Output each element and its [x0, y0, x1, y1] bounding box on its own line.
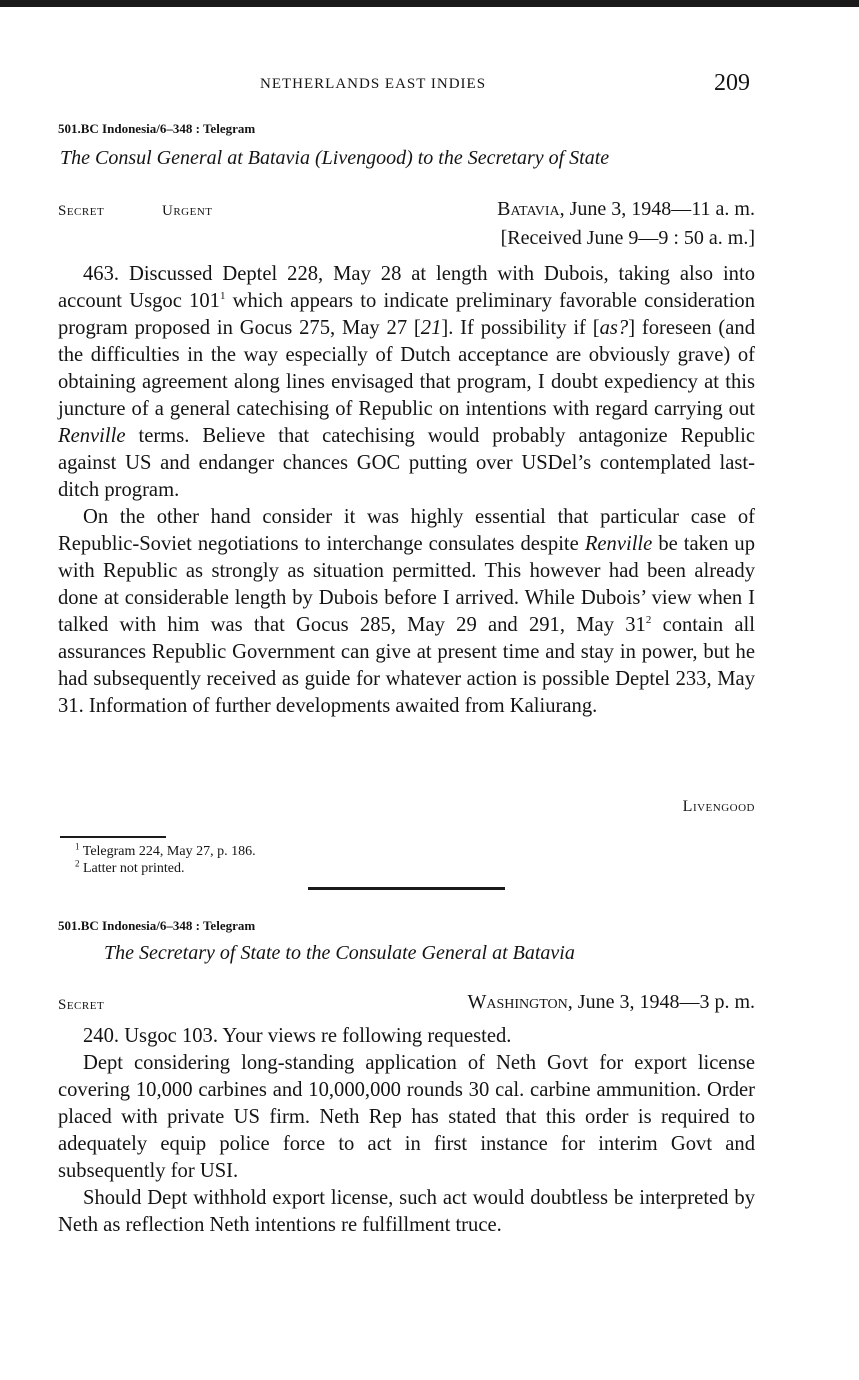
doc1-heading-b: ) to the Secretary of State [406, 147, 610, 169]
doc1-footnote-ref-1: 1 [219, 290, 226, 303]
doc2-paragraph-2: Dept considering long-standing application of Neth Govt for export license covering 10,000 carbines and 10,000,000 rounds 30 cal. carbine ammunition. Order placed with private US firm. Neth Rep has stated that this order is required to adequately equip police force to act in first instance for interim Govt and subsequently for USI. [58, 1052, 755, 1182]
doc1-p1-c: ]. If possibility if [ [441, 317, 600, 339]
doc2-file-reference: 501.BC Indonesia/6–348 : Telegram [58, 918, 256, 933]
doc1-p2-c: contain all assurances Republic Government can give at present time and stay in power, but he had subsequently received as guide for whatever action is possible Deptel 233, May 31. Information of further developments awaited from Kaliurang. [58, 614, 755, 717]
doc1-heading-a: The Consul General at Batavia ( [60, 147, 322, 169]
running-head [0, 72, 859, 102]
doc2-date-rest: , June 3, 1948—3 p. m. [567, 991, 755, 1013]
footnote-rule [60, 836, 166, 838]
page-number: 209 [714, 70, 750, 96]
doc1-dateline [497, 198, 755, 221]
doc2-label-secret: Secret [58, 997, 105, 1013]
doc1-date-rest: , June 3, 1948—11 a. m. [559, 198, 755, 220]
footnote-2 [75, 860, 256, 877]
doc1-p1-b-italic: 21 [420, 317, 442, 339]
doc1-received: [Received June 9—9 : 50 a. m.] [500, 227, 755, 249]
doc1-p1-e: terms. Believe that catechising would probably antagonize Republic against US and endanger chances GOC putting over USDel’s contemplated last-ditch program. [58, 425, 755, 501]
doc2-dateline [467, 991, 755, 1014]
doc1-p2-b: be taken up with Republic as strongly as situation permitted. This however had been already done at considerable length by Dubois before I arrived. While Dubois’ view when I talked with him was that Gocus 285, May 29 and 291, May 31 [58, 533, 755, 636]
footnote-2-mark: 2 [75, 858, 80, 869]
doc1-label-secret: Secret [58, 203, 105, 219]
running-head-title: NETHERLANDS EAST INDIES [260, 76, 487, 92]
doc2-body [58, 1023, 755, 1239]
doc2-paragraph-3: Should Dept withhold export license, such act would doubtless be interpreted by Neth as reflection Neth intentions re fulfillment truce. [58, 1187, 755, 1236]
doc1-file-reference: 501.BC Indonesia/6–348 : Telegram [58, 121, 256, 136]
doc1-date-place: Batavia [497, 198, 560, 220]
doc2-paragraph-1: 240. Usgoc 103. Your views re following requested. [83, 1025, 512, 1047]
doc1-p2-a: On the other hand consider it was highly essential that particular case of Republic-Soviet negotiations to interchange consulates despite [58, 506, 755, 555]
footnote-1-mark: 1 [75, 841, 80, 852]
doc1-p1-d: ] foreseen (and the difficulties in the way especially of Dutch acceptance are obviously grave) of obtaining agreement along lines envisaged that program, I doubt expediency at this juncture of a general catechising of Republic on intentions with regard carrying out [58, 317, 755, 420]
doc2-heading: The Secretary of State to the Consulate General at Batavia [104, 942, 575, 964]
doc1-p2-a-italic: Renville [584, 533, 653, 555]
footnote-1 [75, 843, 256, 860]
footnotes [75, 843, 256, 877]
doc1-p1-c-italic: as? [599, 317, 629, 339]
doc1-signature: Livengood [682, 798, 755, 815]
doc1-heading [60, 147, 609, 170]
footnote-1-text: Telegram 224, May 27, p. 186. [79, 844, 256, 859]
doc1-heading-name: Livengood [321, 147, 407, 169]
doc1-p1-d-italic: Renville [58, 425, 126, 447]
doc1-footnote-ref-2: 2 [645, 614, 652, 627]
doc1-p1-b: which appears to indicate preliminary favorable consideration program proposed in Gocus 275, May 27 [ [58, 290, 756, 339]
document-separator-rule [308, 887, 505, 890]
doc1-p1-a: 463. Discussed Deptel 228, May 28 at length with Dubois, taking also into account Usgoc 101 [58, 263, 755, 312]
doc1-paragraph-2 [58, 504, 755, 720]
doc2-date-place: Washington [467, 991, 568, 1013]
footnote-2-text: Latter not printed. [79, 861, 185, 876]
doc1-label-urgent: Urgent [162, 203, 213, 219]
top-border-rule [0, 0, 859, 7]
doc1-body [58, 261, 755, 720]
doc1-paragraph-1 [58, 261, 755, 504]
